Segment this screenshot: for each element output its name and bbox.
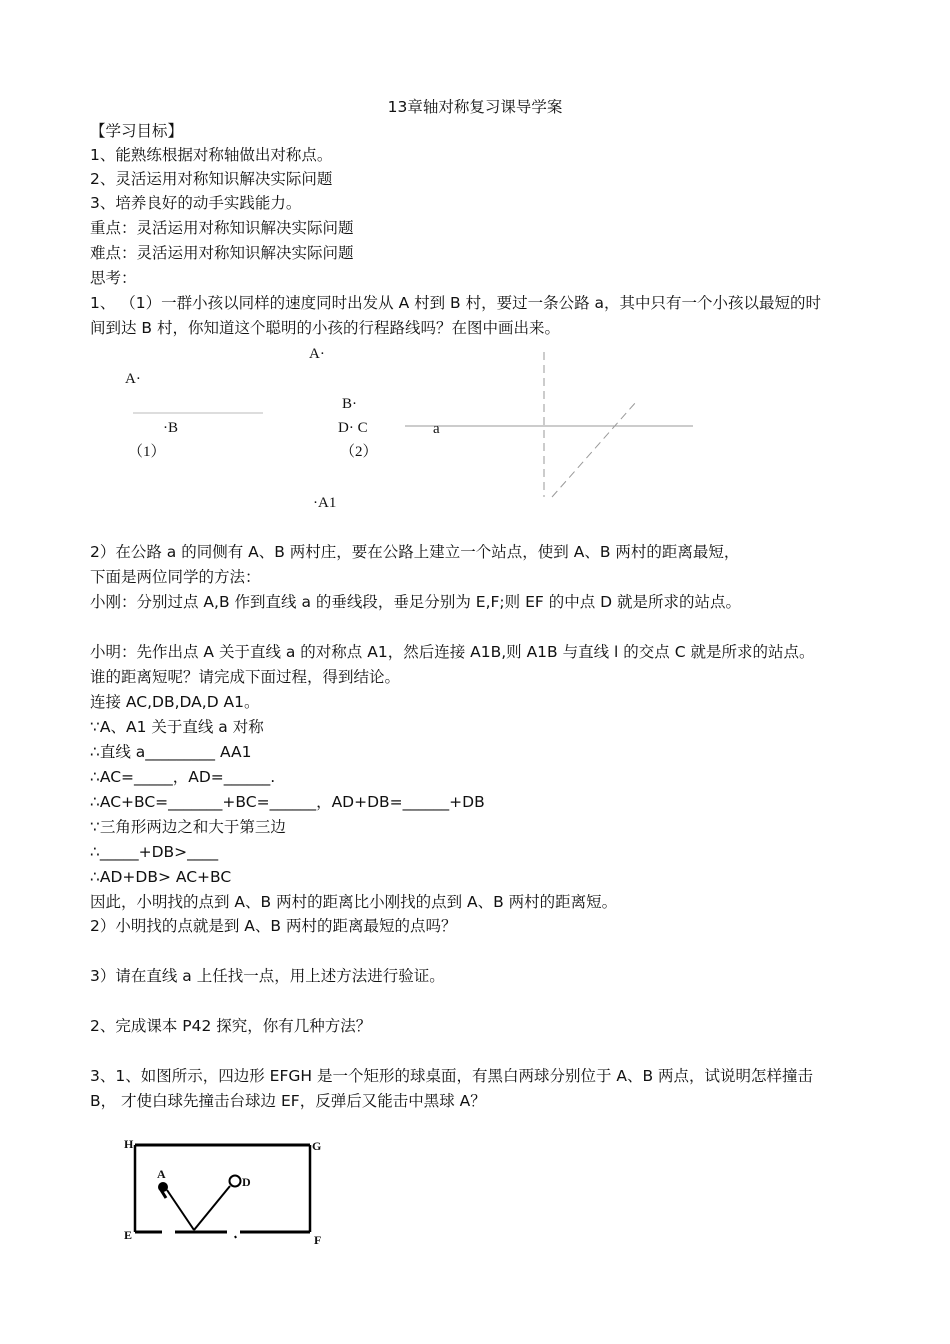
figure2-tick [235, 1236, 236, 1238]
figure2-label-D: D [242, 1175, 251, 1189]
figure1-label-a: a [433, 421, 440, 437]
figure1-caption-1: （1） [128, 444, 166, 460]
proof-conclusion: 因此，小明找的点到 A、B 两村的距离比小刚找的点到 A、B 两村的距离短。 [90, 893, 618, 911]
proof-step-3: ∴直线 a_________ AA1 [90, 743, 252, 761]
figure2-white-ball [230, 1176, 241, 1187]
figure2-path-1 [167, 1190, 194, 1230]
follow-up-question-2: 2）小明找的点就是到 A、B 两村的距离最短的点吗？ [90, 917, 457, 935]
figure1-label-A1: ·A1 [313, 495, 337, 511]
figure1-label-B-right: B· [342, 396, 357, 412]
follow-up-question-3: 3）请在直线 a 上任找一点，用上述方法进行验证。 [90, 967, 445, 985]
question-3-line-2: B， 才使白球先撞击台球边 EF，反弹后又能击中黑球 A？ [90, 1092, 486, 1110]
question-3-line-1: 3、1、如图所示，四边形 EFGH 是一个矩形的球桌面，有黑白两球分别位于 A、B 两点，试说明怎样撞击 [90, 1067, 814, 1085]
proof-step-8: ∴AD+DB> AC+BC [90, 868, 232, 886]
key-point: 重点：灵活运用对称知识解决实际问题 [90, 219, 354, 237]
figure2-label-G: G [312, 1139, 322, 1153]
method-xiaogang: 小刚：分别过点 A,B 作到直线 a 的垂线段，垂足分别为 E,F;则 EF 的中点 D 就是所求的站点。 [90, 593, 742, 611]
figure2-path-2 [194, 1186, 230, 1230]
section-heading-goals: 【学习目标】 [90, 122, 184, 140]
figure1-caption-2: （2） [340, 444, 378, 460]
page-title: 13章轴对称复习课导学案 [387, 98, 563, 116]
figure2-label-E: E [124, 1228, 133, 1242]
proof-step-7: ∴_____+DB>____ [90, 843, 219, 861]
goal-2: 2、灵活运用对称知识解决实际问题 [90, 170, 333, 188]
proof-step-6: ∵三角形两边之和大于第三边 [90, 818, 286, 836]
question-1-line-2: 间到达 B 村，你知道这个聪明的小孩的行程路线吗？在图中画出来。 [90, 319, 560, 337]
figure1-label-B: ·B [163, 420, 178, 436]
compare-question: 谁的距离短呢？请完成下面过程，得到结论。 [90, 668, 401, 686]
figure1-segment-A1B [552, 402, 636, 497]
question-1-line-1: 1、 （1）一群小孩以同样的速度同时出发从 A 村到 B 村，要过一条公路 a，其中只有一个小孩以最短的时 [90, 294, 822, 312]
figure1-label-A-top: A· [309, 346, 325, 362]
question-2: 2、完成课本 P42 探究，你有几种方法？ [90, 1017, 372, 1035]
figure1-label-A: A· [125, 371, 141, 387]
proof-step-4: ∴AC=_____，AD=______. [90, 768, 276, 786]
think-heading: 思考： [90, 269, 137, 287]
figure2-label-A: A [157, 1167, 166, 1181]
proof-step-5: ∴AC+BC=_______+BC=______，AD+DB=______+DB [90, 793, 485, 811]
method-xiaoming: 小明：先作出点 A 关于直线 a 的对称点 A1，然后连接 A1B,则 A1B 与直线 l 的交点 C 就是所求的站点。 [90, 643, 815, 661]
proof-step-2: ∵A、A1 关于直线 a 对称 [90, 718, 264, 736]
figure2-label-H: H [124, 1137, 134, 1151]
methods-intro: 下面是两位同学的方法： [90, 568, 261, 586]
goal-3: 3、培养良好的动手实践能力。 [90, 194, 302, 212]
figure2-label-F: F [314, 1233, 322, 1247]
question-2-intro: 2）在公路 a 的同侧有 A、B 两村庄，要在公路上建立一个站点，使到 A、B 两村的距离最短， [90, 543, 740, 561]
proof-step-1: 连接 AC,DB,DA,D A1。 [90, 693, 260, 711]
figure1-label-DC: D· C [338, 420, 368, 436]
goal-1: 1、能熟练根据对称轴做出对称点。 [90, 146, 333, 164]
difficult-point: 难点：灵活运用对称知识解决实际问题 [90, 244, 354, 262]
